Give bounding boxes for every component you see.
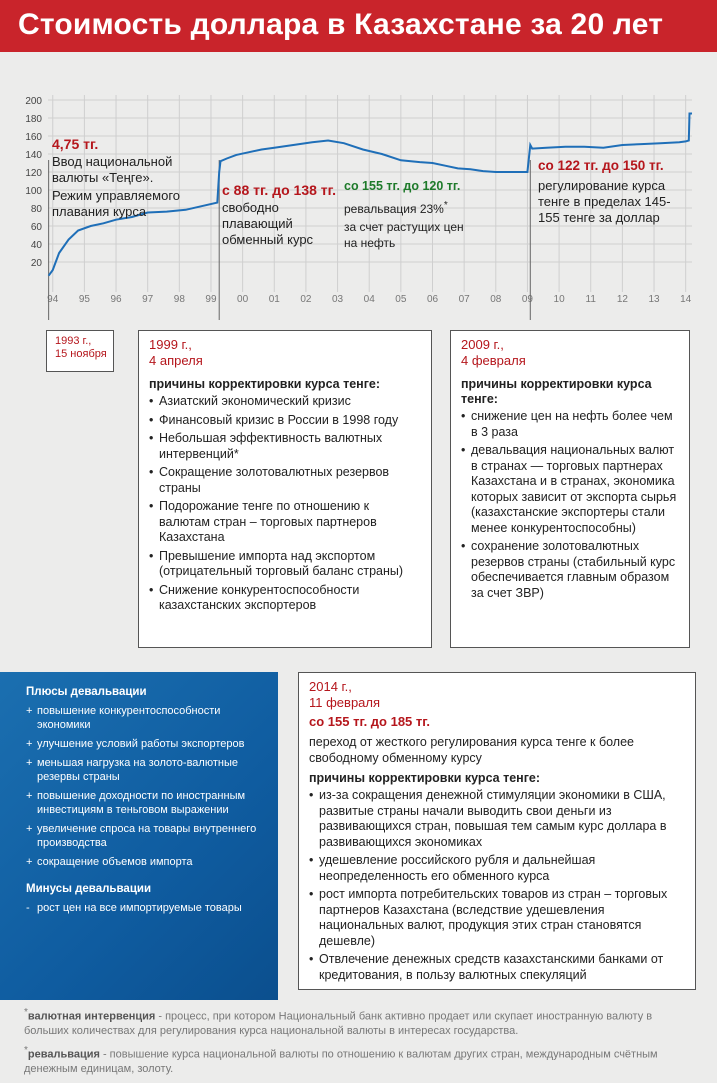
box-1999-date1: 1999 г., xyxy=(149,337,192,352)
x-tick-label: 12 xyxy=(616,294,628,305)
box-1993-date2: 15 ноября xyxy=(55,348,107,360)
box-2014-value: со 155 тг. до 185 тг. xyxy=(309,714,430,729)
list-item: • сохранение золотовалютных резервов страны (стабильный курс обеспечивается главным образом за счет ЗВР) xyxy=(461,539,681,601)
list-item: + улучшение условий работы экспортеров xyxy=(26,737,264,751)
list-item: • Подорожание тенге по отношению к валютам стран – торговых партнеров Казахстана xyxy=(149,499,423,546)
y-tick-label: 160 xyxy=(25,132,42,143)
box-2009-date1: 2009 г., xyxy=(461,337,504,352)
annotation-1999 xyxy=(222,182,342,248)
footnote-term: ревальвация xyxy=(27,1048,100,1061)
y-tick-label: 100 xyxy=(25,186,42,197)
box-1993 xyxy=(46,330,114,372)
footnote-text: - повышение курса национальной валюты по отношению к валютам других стран, международным счётным денежным единицам, золоту. xyxy=(24,1048,658,1075)
x-tick-label: 94 xyxy=(47,294,59,305)
box-2014-text: переход от жесткого регулирования курса тенге к более свободному обменному курсу xyxy=(309,735,635,765)
list-item: + увеличение спроса на товары внутреннего производства xyxy=(26,822,264,850)
y-tick-label: 200 xyxy=(25,96,42,107)
y-tick-label: 40 xyxy=(30,240,42,251)
annotation-2009-text: регулирование курса тенге в пределах 145-155 тенге за доллар xyxy=(538,178,671,225)
cons-list xyxy=(26,901,264,915)
list-item: + сокращение объемов импорта xyxy=(26,855,264,869)
x-tick-label: 01 xyxy=(268,294,280,305)
x-tick-label: 08 xyxy=(490,294,502,305)
list-item: + меньшая нагрузка на золото-валютные резервы страны xyxy=(26,756,264,784)
pros-title: Плюсы девальвации xyxy=(26,686,147,698)
revaluation-footnote-mark: * xyxy=(443,200,448,211)
list-item: • из-за сокращения денежной стимуляции экономики в США, развитые страны начали выводить свои деньги из развивающихся стран, повышая тем самым курс доллара в развивающихся экономиках xyxy=(309,788,685,850)
list-item: • удешевление российского рубля и дальнейшая неопределенность его обменного курса xyxy=(309,853,685,884)
y-tick-label: 120 xyxy=(25,168,42,179)
annotation-1999-value: с 88 тг. до 138 тг. xyxy=(222,182,336,198)
list-item: • Финансовый кризис в России в 1998 году xyxy=(149,413,423,429)
annotation-1993-text2: Режим управляемого плавания курса xyxy=(52,188,181,219)
x-tick-label: 04 xyxy=(363,294,375,305)
x-tick-label: 14 xyxy=(680,294,692,305)
footnote-star: * xyxy=(24,1045,28,1056)
box-2009 xyxy=(450,330,690,648)
x-tick-label: 05 xyxy=(395,294,407,305)
annotation-2009-value: со 122 тг. до 150 тг. xyxy=(538,158,664,173)
list-item: + повышение доходности по иностранным инвестициям в теньговом выражении xyxy=(26,789,264,817)
box-2014-date1: 2014 г., xyxy=(309,679,352,694)
list-item: • снижение цен на нефть более чем в 3 раза xyxy=(461,409,681,440)
footnote-star: * xyxy=(24,1007,28,1018)
box-2014-date2: 11 февраля xyxy=(309,695,381,710)
x-tick-label: 03 xyxy=(332,294,344,305)
box-1999-list xyxy=(149,394,423,614)
box-2014-list xyxy=(309,788,685,983)
annotation-2003-text2: за счет растущих цен на нефть xyxy=(344,220,464,250)
pros-cons-panel xyxy=(0,672,278,1000)
x-tick-label: 02 xyxy=(300,294,312,305)
x-tick-label: 11 xyxy=(585,294,596,305)
list-item: + повышение конкурентоспособности экономики xyxy=(26,704,264,732)
footnote-revaluation xyxy=(24,1044,694,1076)
list-item: • Снижение конкурентоспособности казахстанских экспортеров xyxy=(149,583,423,614)
footnote-term: валютная интервенция xyxy=(27,1010,156,1023)
x-tick-label: 96 xyxy=(110,294,122,305)
x-tick-label: 06 xyxy=(426,294,439,305)
box-2009-heading: причины корректировки курса тенге: xyxy=(461,377,652,406)
box-2009-list xyxy=(461,409,681,601)
box-1993-date1: 1993 г., xyxy=(55,335,92,347)
list-item: • Превышение импорта над экспортом (отрицательный торговый баланс страны) xyxy=(149,549,423,580)
x-tick-label: 95 xyxy=(78,294,90,305)
x-axis-ticks xyxy=(47,294,691,305)
list-item: • Отвлечение денежных средств казахстанскими банками от кредитования, в пользу валютных спекуляций xyxy=(309,952,685,983)
box-2014 xyxy=(298,672,696,990)
annotation-1999-text: свободно плавающий обменный курс xyxy=(222,200,314,247)
footnote-text: - процесс, при котором Национальный банк активно продает или скупает иностранную валюту в больших количествах для регулирования курса национальной валюты в интересах государства. xyxy=(24,1010,653,1037)
cons-title: Минусы девальвации xyxy=(26,883,152,895)
x-tick-label: 00 xyxy=(237,294,249,305)
y-tick-label: 60 xyxy=(30,222,42,233)
list-item: • рост импорта потребительских товаров из стран – торговых партнеров Казахстана (вследствие удешевления национальных валют, продукция этих стран становятся дешевле) xyxy=(309,887,685,949)
list-item: - рост цен на все импортируемые товары xyxy=(26,901,264,915)
header-banner xyxy=(0,0,717,52)
box-2009-date2: 4 февраля xyxy=(461,353,526,368)
x-tick-label: 10 xyxy=(553,294,565,305)
x-tick-label: 07 xyxy=(458,294,470,305)
x-tick-label: 98 xyxy=(173,294,185,305)
annotation-2003 xyxy=(344,178,524,251)
y-tick-label: 140 xyxy=(25,150,42,161)
footnote-intervention xyxy=(24,1006,694,1038)
annotation-2009 xyxy=(538,158,688,226)
y-tick-label: 20 xyxy=(30,258,42,269)
annotation-1993-value: 4,75 тг. xyxy=(52,136,99,152)
x-tick-label: 97 xyxy=(142,294,154,305)
y-axis-ticks xyxy=(25,96,42,269)
box-1999-heading: причины корректировки курса тенге: xyxy=(149,377,381,391)
x-tick-label: 09 xyxy=(521,294,534,305)
list-item: • Сокращение золотовалютных резервов страны xyxy=(149,465,423,496)
box-1999-date2: 4 апреля xyxy=(149,353,203,368)
x-tick-label: 99 xyxy=(205,294,217,305)
annotation-1993 xyxy=(52,136,192,220)
x-tick-label: 13 xyxy=(648,294,660,305)
page-title: Стоимость доллара в Казахстане за 20 лет xyxy=(18,8,664,41)
list-item: • девальвация национальных валют в странах — торговых партнерах Казахстана и в странах, экономика которых зависит от экспорта сырья (казахстанские экспортеры стали менее конкурентоспособны) xyxy=(461,443,681,536)
annotation-1993-text1: Ввод национальной валюты «Теңге». xyxy=(52,154,173,185)
pros-list xyxy=(26,704,264,869)
list-item: • Азиатский экономический кризис xyxy=(149,394,423,410)
y-tick-label: 180 xyxy=(25,114,42,125)
annotation-2003-text1: ревальвация 23% xyxy=(344,202,444,216)
box-1999 xyxy=(138,330,432,648)
annotation-2003-value: со 155 тг. до 120 тг. xyxy=(344,179,461,193)
box-2014-heading: причины корректировки курса тенге: xyxy=(309,771,541,785)
list-item: • Небольшая эффективность валютных интервенций* xyxy=(149,431,423,462)
y-tick-label: 80 xyxy=(30,204,42,215)
